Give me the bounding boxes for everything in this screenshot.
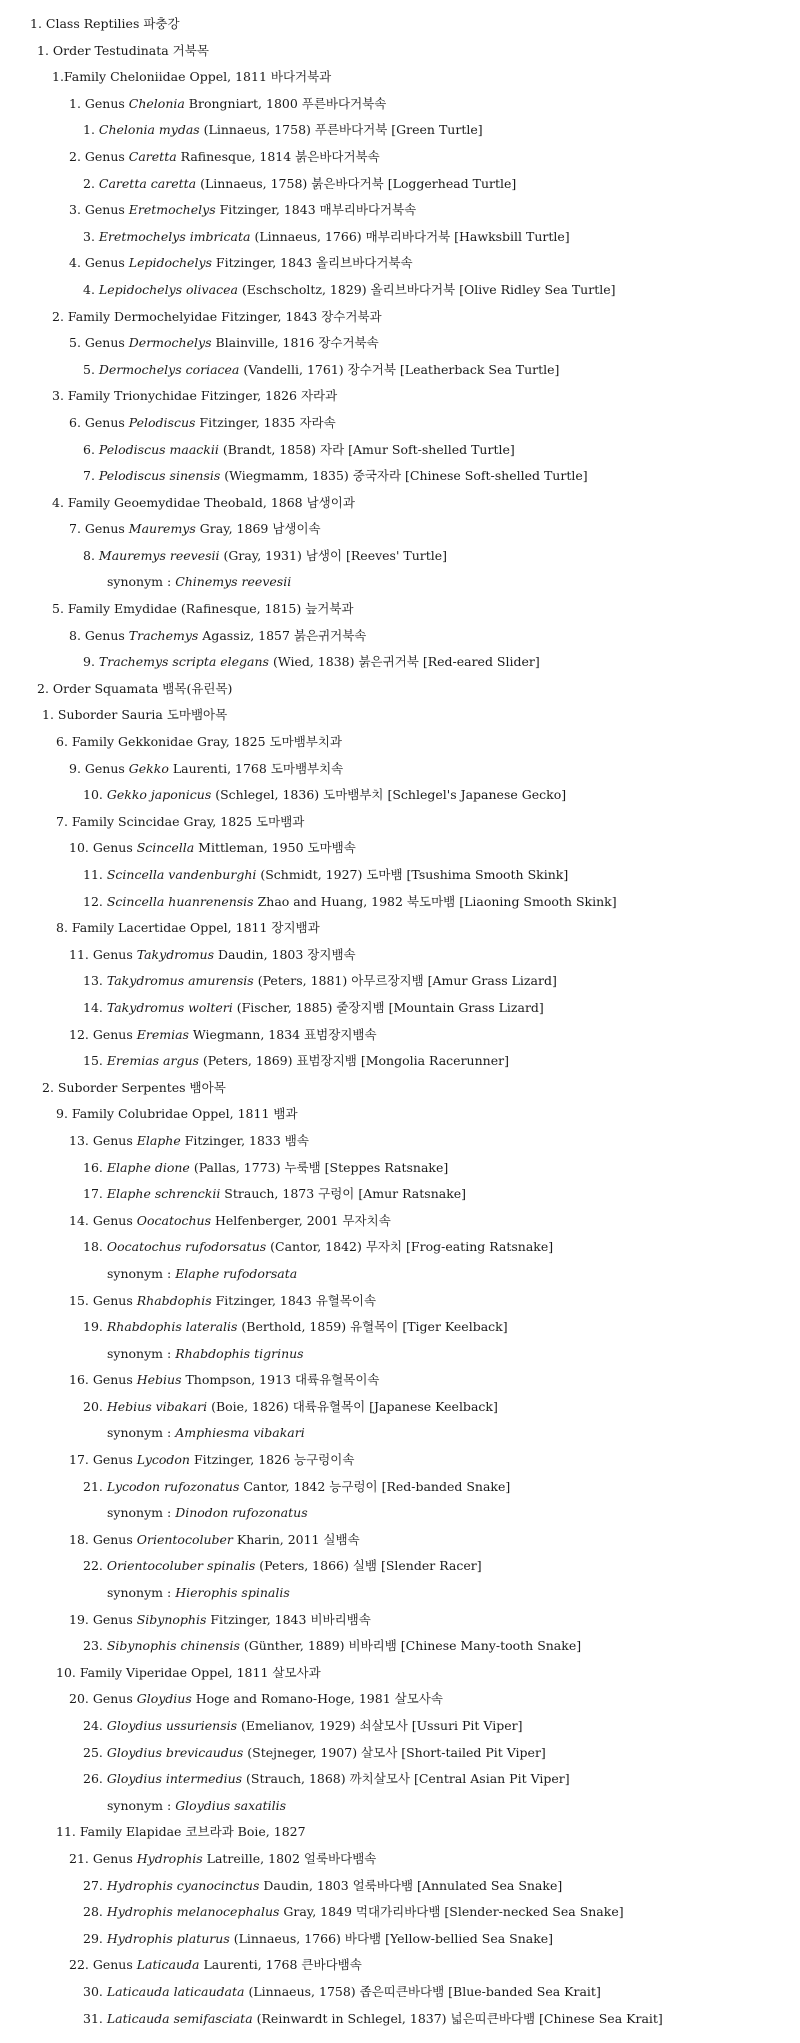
taxon-text: 24.: [83, 1718, 107, 1733]
taxon-text: 31.: [83, 2010, 107, 2026]
taxon-scientific-name: Elaphe rufodorsata: [175, 1265, 298, 1281]
taxon-line: [0, 1899, 800, 1926]
taxon-text: (Reinwardt in Schlegel, 1837) 넓은띠큰바다뱀 [Chinese Sea Krait]: [252, 2010, 663, 2026]
taxon-scientific-name: Caretta: [128, 148, 177, 164]
taxon-line: [0, 835, 800, 862]
taxon-text: 5. Genus: [69, 335, 129, 351]
taxon-line: [0, 1075, 800, 1102]
taxon-line: [0, 1208, 800, 1235]
taxon-line: [0, 1952, 800, 1979]
taxon-scientific-name: Dermochelys coriacea: [98, 361, 240, 377]
taxon-text: 30.: [83, 1983, 107, 1999]
taxon-scientific-name: Takydromus: [136, 946, 215, 962]
taxon-line: [0, 889, 800, 916]
taxon-line: [0, 1048, 800, 1075]
taxon-line: [0, 729, 800, 756]
taxon-text: 10.: [83, 787, 107, 803]
taxon-scientific-name: Scincella: [136, 840, 195, 856]
taxon-scientific-name: Dinodon rufozonatus: [175, 1505, 308, 1521]
taxon-scientific-name: Eretmochelys imbricata: [98, 228, 251, 244]
taxon-line: [0, 171, 800, 198]
taxon-scientific-name: Hebius: [136, 1372, 182, 1388]
taxon-text: (Berthold, 1859) 유혈목이 [Tiger Keelback]: [237, 1319, 508, 1335]
taxon-line: [0, 117, 800, 144]
taxon-line: [0, 1128, 800, 1155]
taxon-text: 12.: [83, 893, 107, 909]
taxon-text: 6.: [83, 441, 99, 457]
taxon-text: 17. Genus: [69, 1452, 137, 1468]
taxon-scientific-name: Gekko japonicus: [106, 787, 212, 803]
taxon-text: 7. Genus: [69, 521, 129, 537]
taxon-scientific-name: Gloydius saxatilis: [175, 1797, 286, 1813]
taxon-line: [0, 1181, 800, 1208]
taxon-text: 1.: [83, 122, 99, 138]
taxon-line: [0, 1500, 800, 1527]
taxon-scientific-name: Chinemys reevesii: [175, 574, 292, 590]
taxon-text: synonym :: [107, 1425, 176, 1441]
taxon-line: [0, 250, 800, 277]
taxon-text: Laurenti, 1768 큰바다뱀속: [199, 1957, 362, 1973]
taxon-line: [0, 277, 800, 304]
taxon-line: [0, 942, 800, 969]
taxon-text: (Linnaeus, 1758) 푸른바다거북 [Green Turtle]: [199, 122, 483, 138]
taxon-text: Daudin, 1803 얼룩바다뱀 [Annulated Sea Snake]: [259, 1877, 563, 1893]
taxon-text: 18.: [83, 1239, 107, 1255]
taxon-text: Thompson, 1913 대륙유혈목이속: [181, 1372, 380, 1388]
taxon-line: [0, 1394, 800, 1421]
taxon-text: (Stejneger, 1907) 살모사 [Short-tailed Pit Viper]: [243, 1744, 546, 1760]
taxon-scientific-name: Rhabdophis: [136, 1292, 212, 1308]
taxon-line: [0, 1527, 800, 1554]
taxon-text: 13. Genus: [69, 1132, 137, 1148]
taxon-text: 5.: [83, 361, 99, 377]
taxon-text: 21.: [83, 1478, 107, 1494]
taxon-line: [0, 1553, 800, 1580]
taxon-scientific-name: Trachemys scripta elegans: [98, 654, 269, 670]
taxon-text: 1. Genus: [69, 95, 129, 111]
taxon-line: [0, 1607, 800, 1634]
taxon-text: 3.: [83, 228, 99, 244]
taxon-text: 20. Genus: [69, 1691, 137, 1707]
taxon-scientific-name: Hydrophis: [136, 1850, 203, 1866]
taxon-text: (Boie, 1826) 대륙유혈목이 [Japanese Keelback]: [207, 1398, 498, 1414]
taxon-line: [0, 1926, 800, 1953]
taxon-text: 9. Family Colubridae Oppel, 1811 뱀과: [56, 1106, 298, 1122]
taxon-scientific-name: Pelodiscus maackii: [98, 441, 219, 457]
taxon-scientific-name: Trachemys: [128, 627, 199, 643]
taxon-text: (Peters, 1869) 표범장지뱀 [Mongolia Racerunner]: [198, 1053, 509, 1069]
taxon-text: 16. Genus: [69, 1372, 137, 1388]
taxon-scientific-name: Orientocoluber: [136, 1531, 233, 1547]
taxon-scientific-name: Mauremys: [128, 521, 196, 537]
taxon-line: [0, 995, 800, 1022]
taxon-text: 6. Genus: [69, 414, 129, 430]
taxon-text: 14.: [83, 999, 107, 1015]
taxon-line: [0, 1261, 800, 1288]
taxon-text: 3. Genus: [69, 202, 129, 218]
taxon-text: Kharin, 2011 실뱀속: [232, 1531, 360, 1547]
taxon-line: [0, 197, 800, 224]
taxon-scientific-name: Gloydius intermedius: [106, 1771, 243, 1787]
taxon-scientific-name: Eretmochelys: [128, 202, 216, 218]
taxon-text: Laurenti, 1768 도마뱀부치속: [168, 760, 344, 776]
taxon-text: 27.: [83, 1877, 107, 1893]
taxon-text: Fitzinger, 1843 비바리뱀속: [206, 1611, 371, 1627]
taxon-text: (Günther, 1889) 비바리뱀 [Chinese Many-tooth Snake]: [239, 1638, 582, 1654]
taxon-line: [0, 915, 800, 942]
taxon-text: 19. Genus: [69, 1611, 137, 1627]
taxon-text: 13.: [83, 973, 107, 989]
taxon-line: [0, 11, 800, 38]
taxon-line: [0, 543, 800, 570]
taxon-text: 12. Genus: [69, 1026, 137, 1042]
taxon-line: [0, 1580, 800, 1607]
taxon-text: (Emelianov, 1929) 쇠살모사 [Ussuri Pit Viper]: [237, 1718, 523, 1733]
taxon-text: (Strauch, 1868) 까치살모사 [Central Asian Pit Viper]: [242, 1771, 570, 1787]
taxon-text: Fitzinger, 1833 뱀속: [180, 1132, 309, 1148]
taxon-line: [0, 1793, 800, 1820]
taxon-text: 2. Genus: [69, 148, 129, 164]
taxon-scientific-name: Scincella huanrenensis: [106, 893, 254, 909]
taxon-line: [0, 304, 800, 331]
taxon-line: [0, 1474, 800, 1501]
taxon-scientific-name: Dermochelys: [128, 335, 212, 351]
taxon-text: Fitzinger, 1843 올리브바다거북속: [211, 255, 413, 271]
taxon-text: Agassiz, 1857 붉은귀거북속: [198, 627, 367, 643]
taxon-line: [0, 1101, 800, 1128]
taxon-text: synonym :: [107, 1265, 176, 1281]
taxon-line: [0, 1766, 800, 1793]
taxon-text: (Linnaeus, 1758) 붉은바다거북 [Loggerhead Turtle]: [196, 175, 517, 191]
taxon-text: Fitzinger, 1826 능구렁이속: [189, 1452, 355, 1468]
taxon-text: 18. Genus: [69, 1531, 137, 1547]
taxon-line: [0, 1447, 800, 1474]
taxon-text: (Peters, 1866) 실뱀 [Slender Racer]: [255, 1558, 482, 1574]
taxon-line: [0, 330, 800, 357]
taxon-text: synonym :: [107, 1345, 176, 1361]
taxon-text: Latreille, 1802 얼룩바다뱀속: [202, 1850, 377, 1866]
taxon-text: 1. Suborder Sauria 도마뱀아목: [42, 707, 228, 723]
taxon-scientific-name: Gekko: [128, 760, 169, 776]
taxon-text: Wiegmann, 1834 표범장지뱀속: [188, 1026, 377, 1042]
taxon-scientific-name: Chelonia: [128, 95, 185, 111]
taxon-scientific-name: Hebius vibakari: [106, 1398, 208, 1414]
taxon-scientific-name: Sibynophis: [136, 1611, 207, 1627]
taxon-scientific-name: Hydrophis platurus: [106, 1930, 230, 1946]
taxon-line: [0, 1713, 800, 1740]
taxon-line: [0, 38, 800, 65]
taxon-text: 6. Family Gekkonidae Gray, 1825 도마뱀부치과: [56, 734, 342, 750]
taxon-text: Brongniart, 1800 푸른바다거북속: [184, 95, 387, 111]
taxon-line: [0, 1686, 800, 1713]
taxon-text: 20.: [83, 1398, 107, 1414]
taxon-text: 2.: [83, 175, 99, 191]
taxon-scientific-name: Laticauda laticaudata: [106, 1983, 245, 1999]
taxon-text: 26.: [83, 1771, 107, 1787]
taxon-text: 3. Family Trionychidae Fitzinger, 1826 자라과: [52, 388, 338, 404]
taxon-scientific-name: Eremias: [136, 1026, 189, 1042]
taxon-text: 15. Genus: [69, 1292, 137, 1308]
taxon-scientific-name: Orientocoluber spinalis: [106, 1558, 256, 1574]
taxon-line: [0, 676, 800, 703]
taxon-scientific-name: Laticauda: [136, 1957, 200, 1973]
taxon-text: 14. Genus: [69, 1212, 137, 1228]
taxon-text: (Eschscholtz, 1829) 올리브바다거북 [Olive Ridley Sea Turtle]: [237, 281, 616, 297]
taxon-text: Zhao and Huang, 1982 북도마뱀 [Liaoning Smooth Skink]: [253, 893, 617, 909]
taxon-line: [0, 1873, 800, 1900]
taxon-text: synonym :: [107, 574, 176, 590]
taxon-scientific-name: Scincella vandenburghi: [106, 867, 257, 882]
taxon-scientific-name: Sibynophis chinensis: [106, 1638, 240, 1654]
taxon-text: 11.: [83, 867, 107, 882]
taxon-line: [0, 1420, 800, 1447]
taxon-line: [0, 1819, 800, 1846]
taxon-line: [0, 91, 800, 118]
taxon-text: (Fischer, 1885) 줄장지뱀 [Mountain Grass Lizard]: [232, 999, 544, 1015]
taxon-scientific-name: Lepidochelys olivacea: [98, 281, 238, 297]
taxon-scientific-name: Hierophis spinalis: [175, 1585, 290, 1601]
taxon-text: Cantor, 1842 능구렁이 [Red-banded Snake]: [239, 1478, 511, 1494]
taxon-scientific-name: Pelodiscus sinensis: [98, 468, 221, 484]
taxon-line: [0, 224, 800, 251]
taxon-scientific-name: Lepidochelys: [128, 255, 212, 271]
taxon-text: 11. Family Elapidae 코브라과 Boie, 1827: [56, 1824, 306, 1840]
taxon-text: 22. Genus: [69, 1957, 137, 1973]
taxon-scientific-name: Laticauda semifasciata: [106, 2010, 253, 2026]
taxon-text: 9. Genus: [69, 760, 129, 776]
taxon-text: 16.: [83, 1159, 107, 1175]
taxon-scientific-name: Caretta caretta: [98, 175, 197, 191]
taxon-scientific-name: Eremias argus: [106, 1053, 199, 1069]
taxon-text: 5. Family Emydidae (Rafinesque, 1815) 늪거북과: [52, 601, 354, 617]
taxon-scientific-name: Elaphe: [136, 1132, 181, 1148]
taxon-line: [0, 383, 800, 410]
taxon-text: 10. Genus: [69, 840, 137, 856]
taxon-scientific-name: Oocatochus: [136, 1212, 212, 1228]
taxon-text: 1. Order Testudinata 거북목: [37, 42, 209, 58]
taxon-scientific-name: Amphiesma vibakari: [175, 1425, 305, 1441]
taxon-text: 25.: [83, 1744, 107, 1760]
taxon-text: 10. Family Viperidae Oppel, 1811 살모사과: [56, 1664, 321, 1680]
taxon-text: (Schmidt, 1927) 도마뱀 [Tsushima Smooth Skink]: [256, 867, 569, 882]
taxon-text: (Gray, 1931) 남생이 [Reeves' Turtle]: [219, 547, 448, 563]
taxon-text: 1. Class Reptilies 파충강: [30, 16, 180, 31]
taxon-text: Fitzinger, 1843 매부리바다거북속: [215, 202, 417, 218]
taxon-text: 7.: [83, 468, 99, 484]
taxon-scientific-name: Gloydius ussuriensis: [106, 1718, 238, 1733]
taxon-text: 15.: [83, 1053, 107, 1069]
taxon-text: 2. Suborder Serpentes 뱀아목: [42, 1079, 226, 1095]
taxon-text: Rafinesque, 1814 붉은바다거북속: [176, 148, 380, 164]
taxon-line: [0, 1740, 800, 1767]
taxon-line: [0, 1314, 800, 1341]
taxon-text: (Vandelli, 1761) 장수거북 [Leatherback Sea Turtle]: [239, 361, 560, 377]
taxon-text: Strauch, 1873 구렁이 [Amur Ratsnake]: [220, 1186, 467, 1202]
taxon-line: [0, 623, 800, 650]
taxon-text: 8.: [83, 547, 99, 563]
taxon-text: 23.: [83, 1638, 107, 1654]
taxon-text: (Peters, 1881) 아무르장지뱀 [Amur Grass Lizard]: [253, 973, 557, 989]
taxon-line: [0, 2006, 800, 2033]
taxon-scientific-name: Takydromus wolteri: [106, 999, 233, 1015]
taxon-line: [0, 1341, 800, 1368]
taxon-line: [0, 463, 800, 490]
taxon-scientific-name: Takydromus amurensis: [106, 973, 254, 989]
taxon-line: [0, 144, 800, 171]
taxon-text: 4. Genus: [69, 255, 129, 271]
taxon-scientific-name: Elaphe dione: [106, 1159, 190, 1175]
taxon-line: [0, 596, 800, 623]
taxon-text: (Wied, 1838) 붉은귀거북 [Red-eared Slider]: [268, 654, 540, 670]
taxon-text: Daudin, 1803 장지뱀속: [214, 946, 356, 962]
taxon-text: 28.: [83, 1904, 107, 1920]
taxon-scientific-name: Chelonia mydas: [98, 122, 200, 138]
taxon-text: synonym :: [107, 1505, 176, 1521]
taxon-text: Mittleman, 1950 도마뱀속: [194, 840, 356, 856]
taxon-line: [0, 357, 800, 384]
taxon-text: (Linnaeus, 1758) 좁은띠큰바다뱀 [Blue-banded Sea Krait]: [244, 1983, 601, 1999]
taxon-line: [0, 649, 800, 676]
taxon-line: [0, 1288, 800, 1315]
taxon-text: 8. Family Lacertidae Oppel, 1811 장지뱀과: [56, 920, 320, 936]
taxonomy-document: [0, 11, 800, 2032]
taxon-line: [0, 782, 800, 809]
taxon-text: (Linnaeus, 1766) 매부리바다거북 [Hawksbill Turtle]: [250, 228, 570, 244]
taxon-scientific-name: Rhabdophis tigrinus: [175, 1345, 304, 1361]
taxon-scientific-name: Pelodiscus: [128, 414, 196, 430]
taxon-line: [0, 968, 800, 995]
taxon-text: (Pallas, 1773) 누룩뱀 [Steppes Ratsnake]: [189, 1159, 449, 1175]
taxon-text: 7. Family Scincidae Gray, 1825 도마뱀과: [56, 813, 305, 829]
taxon-line: [0, 437, 800, 464]
taxon-line: [0, 490, 800, 517]
taxon-line: [0, 702, 800, 729]
taxon-scientific-name: Oocatochus rufodorsatus: [106, 1239, 267, 1255]
taxon-line: [0, 1234, 800, 1261]
taxon-scientific-name: Lycodon: [136, 1452, 190, 1468]
taxon-text: 11. Genus: [69, 946, 137, 962]
taxon-text: Gray, 1849 먹대가리바다뱀 [Slender-necked Sea Snake]: [279, 1904, 624, 1920]
taxon-scientific-name: Elaphe schrenckii: [106, 1186, 221, 1202]
taxon-text: Gray, 1869 남생이속: [195, 521, 321, 537]
taxon-scientific-name: Gloydius: [136, 1691, 192, 1707]
taxon-line: [0, 410, 800, 437]
taxon-text: 29.: [83, 1930, 107, 1946]
taxon-line: [0, 1155, 800, 1182]
taxon-text: 19.: [83, 1319, 107, 1335]
taxon-line: [0, 1633, 800, 1660]
taxon-text: 2. Family Dermochelyidae Fitzinger, 1843 장수거북과: [52, 308, 382, 324]
taxon-line: [0, 1846, 800, 1873]
taxon-text: Hoge and Romano-Hoge, 1981 살모사속: [191, 1691, 443, 1707]
taxon-line: [0, 756, 800, 783]
taxon-text: (Schlegel, 1836) 도마뱀부치 [Schlegel's Japanese Gecko]: [211, 787, 567, 803]
taxon-text: 4.: [83, 281, 99, 297]
taxon-line: [0, 516, 800, 543]
taxon-line: [0, 809, 800, 836]
taxon-scientific-name: Mauremys reevesii: [98, 547, 220, 563]
taxon-text: (Linnaeus, 1766) 바다뱀 [Yellow-bellied Sea Snake]: [229, 1930, 554, 1946]
taxon-text: Fitzinger, 1835 자라속: [195, 414, 336, 430]
taxon-line: [0, 1660, 800, 1687]
taxon-text: 17.: [83, 1186, 107, 1202]
taxon-scientific-name: Hydrophis melanocephalus: [106, 1904, 280, 1920]
taxon-text: 22.: [83, 1558, 107, 1574]
taxon-line: [0, 64, 800, 91]
taxon-line: [0, 569, 800, 596]
taxon-line: [0, 1022, 800, 1049]
taxon-text: 2. Order Squamata 뱀목(유린목): [37, 680, 233, 696]
taxon-text: (Cantor, 1842) 무자치 [Frog-eating Ratsnake]: [266, 1239, 554, 1255]
taxon-text: 4. Family Geoemydidae Theobald, 1868 남생이과: [52, 494, 355, 510]
taxon-text: synonym :: [107, 1797, 176, 1813]
taxon-text: 21. Genus: [69, 1850, 137, 1866]
taxon-line: [0, 1979, 800, 2006]
taxon-line: [0, 862, 800, 889]
taxon-text: Blainville, 1816 장수거북속: [211, 335, 379, 351]
taxon-line: [0, 1367, 800, 1394]
taxon-scientific-name: Lycodon rufozonatus: [106, 1478, 240, 1494]
taxon-scientific-name: Hydrophis cyanocinctus: [106, 1877, 260, 1893]
taxon-text: 1.Family Cheloniidae Oppel, 1811 바다거북과: [52, 69, 332, 85]
taxon-text: (Wiegmamm, 1835) 중국자라 [Chinese Soft-shelled Turtle]: [220, 468, 588, 484]
taxon-text: synonym :: [107, 1585, 176, 1601]
taxon-text: Fitzinger, 1843 유혈목이속: [211, 1292, 377, 1308]
taxon-text: 8. Genus: [69, 627, 129, 643]
taxon-text: (Brandt, 1858) 자라 [Amur Soft-shelled Turtle]: [218, 441, 515, 457]
taxon-scientific-name: Gloydius brevicaudus: [106, 1744, 244, 1760]
taxon-text: Helfenberger, 2001 무자치속: [211, 1212, 391, 1228]
taxon-text: 9.: [83, 654, 99, 670]
taxon-scientific-name: Rhabdophis lateralis: [106, 1319, 238, 1335]
